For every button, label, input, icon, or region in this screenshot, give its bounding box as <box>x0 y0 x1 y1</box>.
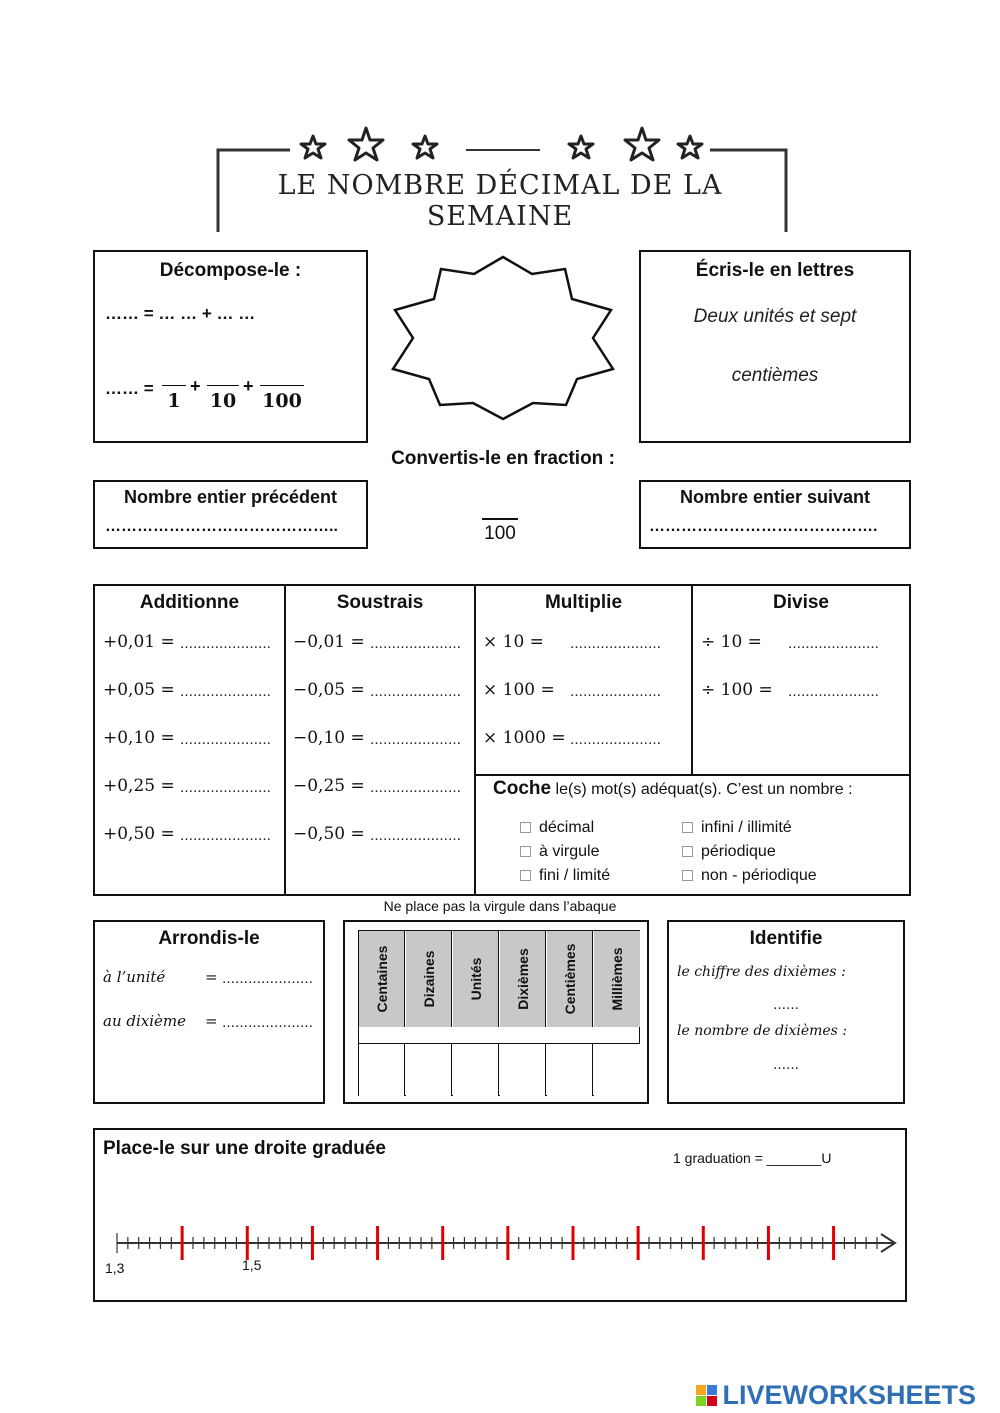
checkbox-option[interactable]: périodique <box>682 840 817 864</box>
mul-op: × 10 = <box>483 632 544 652</box>
abacus-table <box>358 930 640 1096</box>
round-box <box>93 920 325 1104</box>
star-icon <box>678 136 702 158</box>
sub-op: −0,01 = <box>293 632 365 652</box>
add-answer-dots[interactable]: ………………… <box>180 733 271 748</box>
star-icon <box>625 128 659 160</box>
checkbox-icon[interactable] <box>520 870 531 881</box>
add-answer-dots[interactable]: ………………… <box>180 637 271 652</box>
mul-answer-dots[interactable]: ………………… <box>570 733 661 748</box>
checkbox-icon[interactable] <box>682 870 693 881</box>
decompose-box <box>93 250 368 443</box>
identify-digit-label: le chiffre des dixièmes : <box>677 964 846 980</box>
add-op: +0,50 = <box>103 824 175 844</box>
divider <box>691 586 693 774</box>
denominator-2: 10 <box>209 390 237 412</box>
div-op: ÷ 100 = <box>701 680 773 700</box>
coche-heading: Coche <box>493 778 552 799</box>
divider <box>474 586 476 894</box>
add-answer-dots[interactable]: ………………… <box>180 829 271 844</box>
letters-heading: Écris-le en lettres <box>695 260 855 281</box>
round-heading: Arrondis-le <box>158 928 260 949</box>
coche-prompt: le(s) mot(s) adéquat(s). C’est un nombre : <box>555 781 853 798</box>
fraction-bar-1 <box>162 385 186 386</box>
previous-box <box>93 480 368 549</box>
decompose-line1[interactable]: …… = … … + … … <box>105 304 256 323</box>
checkbox-icon[interactable] <box>682 822 693 833</box>
letters-box <box>639 250 911 443</box>
checkbox-option[interactable]: infini / illimité <box>682 816 817 840</box>
operations-grid <box>93 584 911 896</box>
add-answer-dots[interactable]: ………………… <box>180 685 271 700</box>
identify-box <box>667 920 905 1104</box>
brand-name: LIVEWORKSHEETS <box>722 1380 976 1410</box>
add-heading: Additionne <box>139 592 240 613</box>
identify-digit-dots[interactable]: …… <box>773 998 799 1013</box>
checkbox-icon[interactable] <box>682 846 693 857</box>
checkbox-option[interactable]: à virgule <box>520 840 610 864</box>
mul-heading: Multiplie <box>544 592 623 613</box>
round-unit-dots[interactable]: ………………… <box>222 972 313 987</box>
star-icon <box>413 136 437 158</box>
mul-answer-dots[interactable]: ………………… <box>570 637 661 652</box>
round-unit-label: à l’unité <box>103 968 166 986</box>
sub-answer-dots[interactable]: ………………… <box>370 733 461 748</box>
abacus-frame <box>343 920 649 1104</box>
sub-answer-dots[interactable]: ………………… <box>370 829 461 844</box>
star-icon <box>349 128 383 160</box>
div-heading: Divise <box>773 592 829 613</box>
fraction-bar <box>482 518 518 520</box>
div-op: ÷ 10 = <box>701 632 762 652</box>
next-box <box>639 480 911 549</box>
plus-sign: + <box>190 376 201 396</box>
identify-heading: Identifie <box>749 928 823 949</box>
identify-number-dots[interactable]: …… <box>773 1058 799 1073</box>
sub-answer-dots[interactable]: ………………… <box>370 781 461 796</box>
plus-sign: + <box>243 376 254 396</box>
add-op: +0,25 = <box>103 776 175 796</box>
identify-number-label: le nombre de dixièmes : <box>677 1023 848 1039</box>
divider <box>474 774 909 776</box>
number-line-box <box>93 1128 907 1302</box>
brand-logo <box>696 1380 976 1411</box>
sub-op: −0,25 = <box>293 776 365 796</box>
abacus-header-cell: Centièmes <box>547 931 593 1027</box>
mul-answer-dots[interactable]: ………………… <box>570 685 661 700</box>
abacus-header-cell: Millièmes <box>594 931 640 1027</box>
denominator-3: 100 <box>262 390 302 412</box>
number-line-start-label: 1,3 <box>105 1260 125 1276</box>
add-answer-dots[interactable]: ………………… <box>180 781 271 796</box>
brand-logo-icon <box>696 1385 718 1407</box>
fraction-bar-3 <box>260 385 304 386</box>
div-answer-dots[interactable]: ………………… <box>788 685 879 700</box>
next-heading: Nombre entier suivant <box>679 487 871 507</box>
checkbox-icon[interactable] <box>520 846 531 857</box>
abacus-header-cell: Unités <box>453 931 499 1027</box>
next-answer-dots[interactable]: ……………………………………. <box>649 518 878 535</box>
number-line-second-label: 1,5 <box>242 1257 262 1273</box>
previous-heading: Nombre entier précédent <box>123 487 338 507</box>
previous-answer-dots[interactable]: …………………………………….. <box>105 518 338 535</box>
round-tenth-label: au dixième <box>103 1012 187 1030</box>
fraction-denominator: 100 <box>484 523 516 544</box>
decompose-line2-prefix[interactable]: …… = <box>105 379 154 398</box>
fraction-heading: Convertis-le en fraction : <box>391 448 615 469</box>
sub-op: −0,10 = <box>293 728 365 748</box>
coche-options-left <box>520 816 610 888</box>
sub-op: −0,05 = <box>293 680 365 700</box>
round-tenth-dots[interactable]: ………………… <box>222 1016 313 1031</box>
coche-prompt-line <box>493 778 853 800</box>
abacus-input-cell[interactable] <box>406 1044 452 1096</box>
abacus-input-cell[interactable] <box>500 1044 546 1096</box>
abacus-input-cell[interactable] <box>594 1044 640 1096</box>
abacus-header-cell: Dixièmes <box>500 931 546 1027</box>
checkbox-option[interactable]: non - périodique <box>682 864 817 888</box>
fraction-bar-2 <box>207 385 239 386</box>
abacus-header-cell: Dizaines <box>406 931 452 1027</box>
graduation-line: 1 graduation = _______U <box>673 1150 832 1166</box>
checkbox-option[interactable]: fini / limité <box>520 864 610 888</box>
denominator-1: 1 <box>167 390 181 412</box>
number-line-heading: Place-le sur une droite graduée <box>103 1138 386 1159</box>
page-title: LE NOMBRE DÉCIMAL DE LA SEMAINE <box>277 170 723 232</box>
equals-sign: = <box>205 968 218 986</box>
number-line <box>95 1130 905 1300</box>
letters-line2: centièmes <box>731 365 819 386</box>
add-op: +0,10 = <box>103 728 175 748</box>
abacus-header-cell: Centaines <box>359 931 405 1027</box>
coche-options-right <box>682 816 817 888</box>
letters-line1: Deux unités et sept <box>693 306 857 327</box>
graduation-blank[interactable]: _______ <box>766 1150 822 1166</box>
divider <box>284 586 286 894</box>
abacus-input-cell[interactable] <box>547 1044 593 1096</box>
mul-op: × 1000 = <box>483 728 566 748</box>
sub-answer-dots[interactable]: ………………… <box>370 637 461 652</box>
star-icon <box>569 136 593 158</box>
sub-heading: Soustrais <box>336 592 424 613</box>
number-star-shape[interactable] <box>385 255 621 421</box>
abacus-input-cell[interactable] <box>453 1044 499 1096</box>
decompose-heading: Décompose-le : <box>159 260 302 281</box>
abacus-input-cell[interactable] <box>359 1044 405 1096</box>
mul-op: × 100 = <box>483 680 555 700</box>
abacus-note: Ne place pas la virgule dans l’abaque <box>383 898 617 914</box>
add-op: +0,01 = <box>103 632 175 652</box>
sub-op: −0,50 = <box>293 824 365 844</box>
div-answer-dots[interactable]: ………………… <box>788 637 879 652</box>
star-icon <box>301 136 325 158</box>
equals-sign: = <box>205 1012 218 1030</box>
checkbox-option[interactable]: décimal <box>520 816 610 840</box>
add-op: +0,05 = <box>103 680 175 700</box>
sub-answer-dots[interactable]: ………………… <box>370 685 461 700</box>
checkbox-icon[interactable] <box>520 822 531 833</box>
